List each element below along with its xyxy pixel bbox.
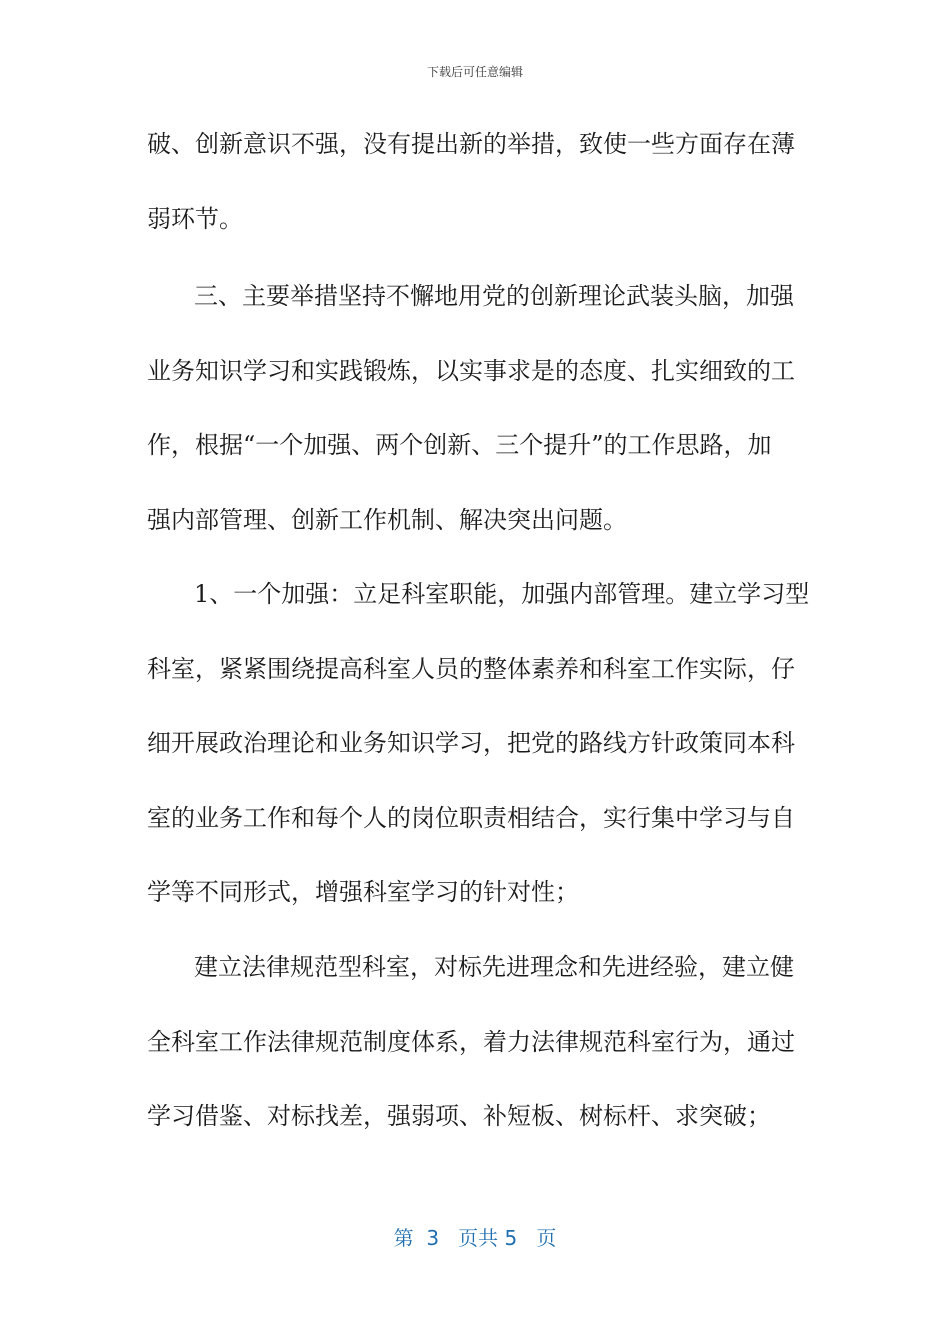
body-line: 业务知识学习和实践锻炼，以实事求是的态度、扎实细致的工 xyxy=(147,357,795,385)
page-number: 第 3 页共 5 页 xyxy=(393,1226,557,1250)
paragraph-heading-line: 三、主要举措坚持不懈地用党的创新理论武装头脑，加强 xyxy=(194,282,794,310)
page-footer xyxy=(0,1224,950,1252)
body-line: 弱环节。 xyxy=(147,205,243,233)
body-line: 科室，紧紧围绕提高科室人员的整体素养和科室工作实际，仔 xyxy=(147,655,795,683)
page-header: 下载后可任意编辑 xyxy=(426,65,523,79)
body-line: 全科室工作法律规范制度体系，着力法律规范科室行为，通过 xyxy=(147,1028,795,1056)
body-line: 强内部管理、创新工作机制、解决突出问题。 xyxy=(147,506,627,534)
body-line: 细开展政治理论和业务知识学习，把党的路线方针政策同本科 xyxy=(147,729,795,757)
body-line: 作，根据“一个加强、两个创新、三个提升”的工作思路，加 xyxy=(147,431,772,459)
body-line: 室的业务工作和每个人的岗位职责相结合，实行集中学习与自 xyxy=(147,804,795,832)
body-line: 学习借鉴、对标找差，强弱项、补短板、树标杆、求突破； xyxy=(147,1102,771,1130)
paragraph-first-line: 建立法律规范型科室，对标先进理念和先进经验，建立健 xyxy=(194,953,794,981)
paragraph-first-line: 1、一个加强：立足科室职能，加强内部管理。建立学习型 xyxy=(194,580,810,608)
body-line: 学等不同形式，增强科室学习的针对性； xyxy=(147,878,579,906)
body-line: 破、创新意识不强，没有提出新的举措，致使一些方面存在薄 xyxy=(147,130,795,158)
